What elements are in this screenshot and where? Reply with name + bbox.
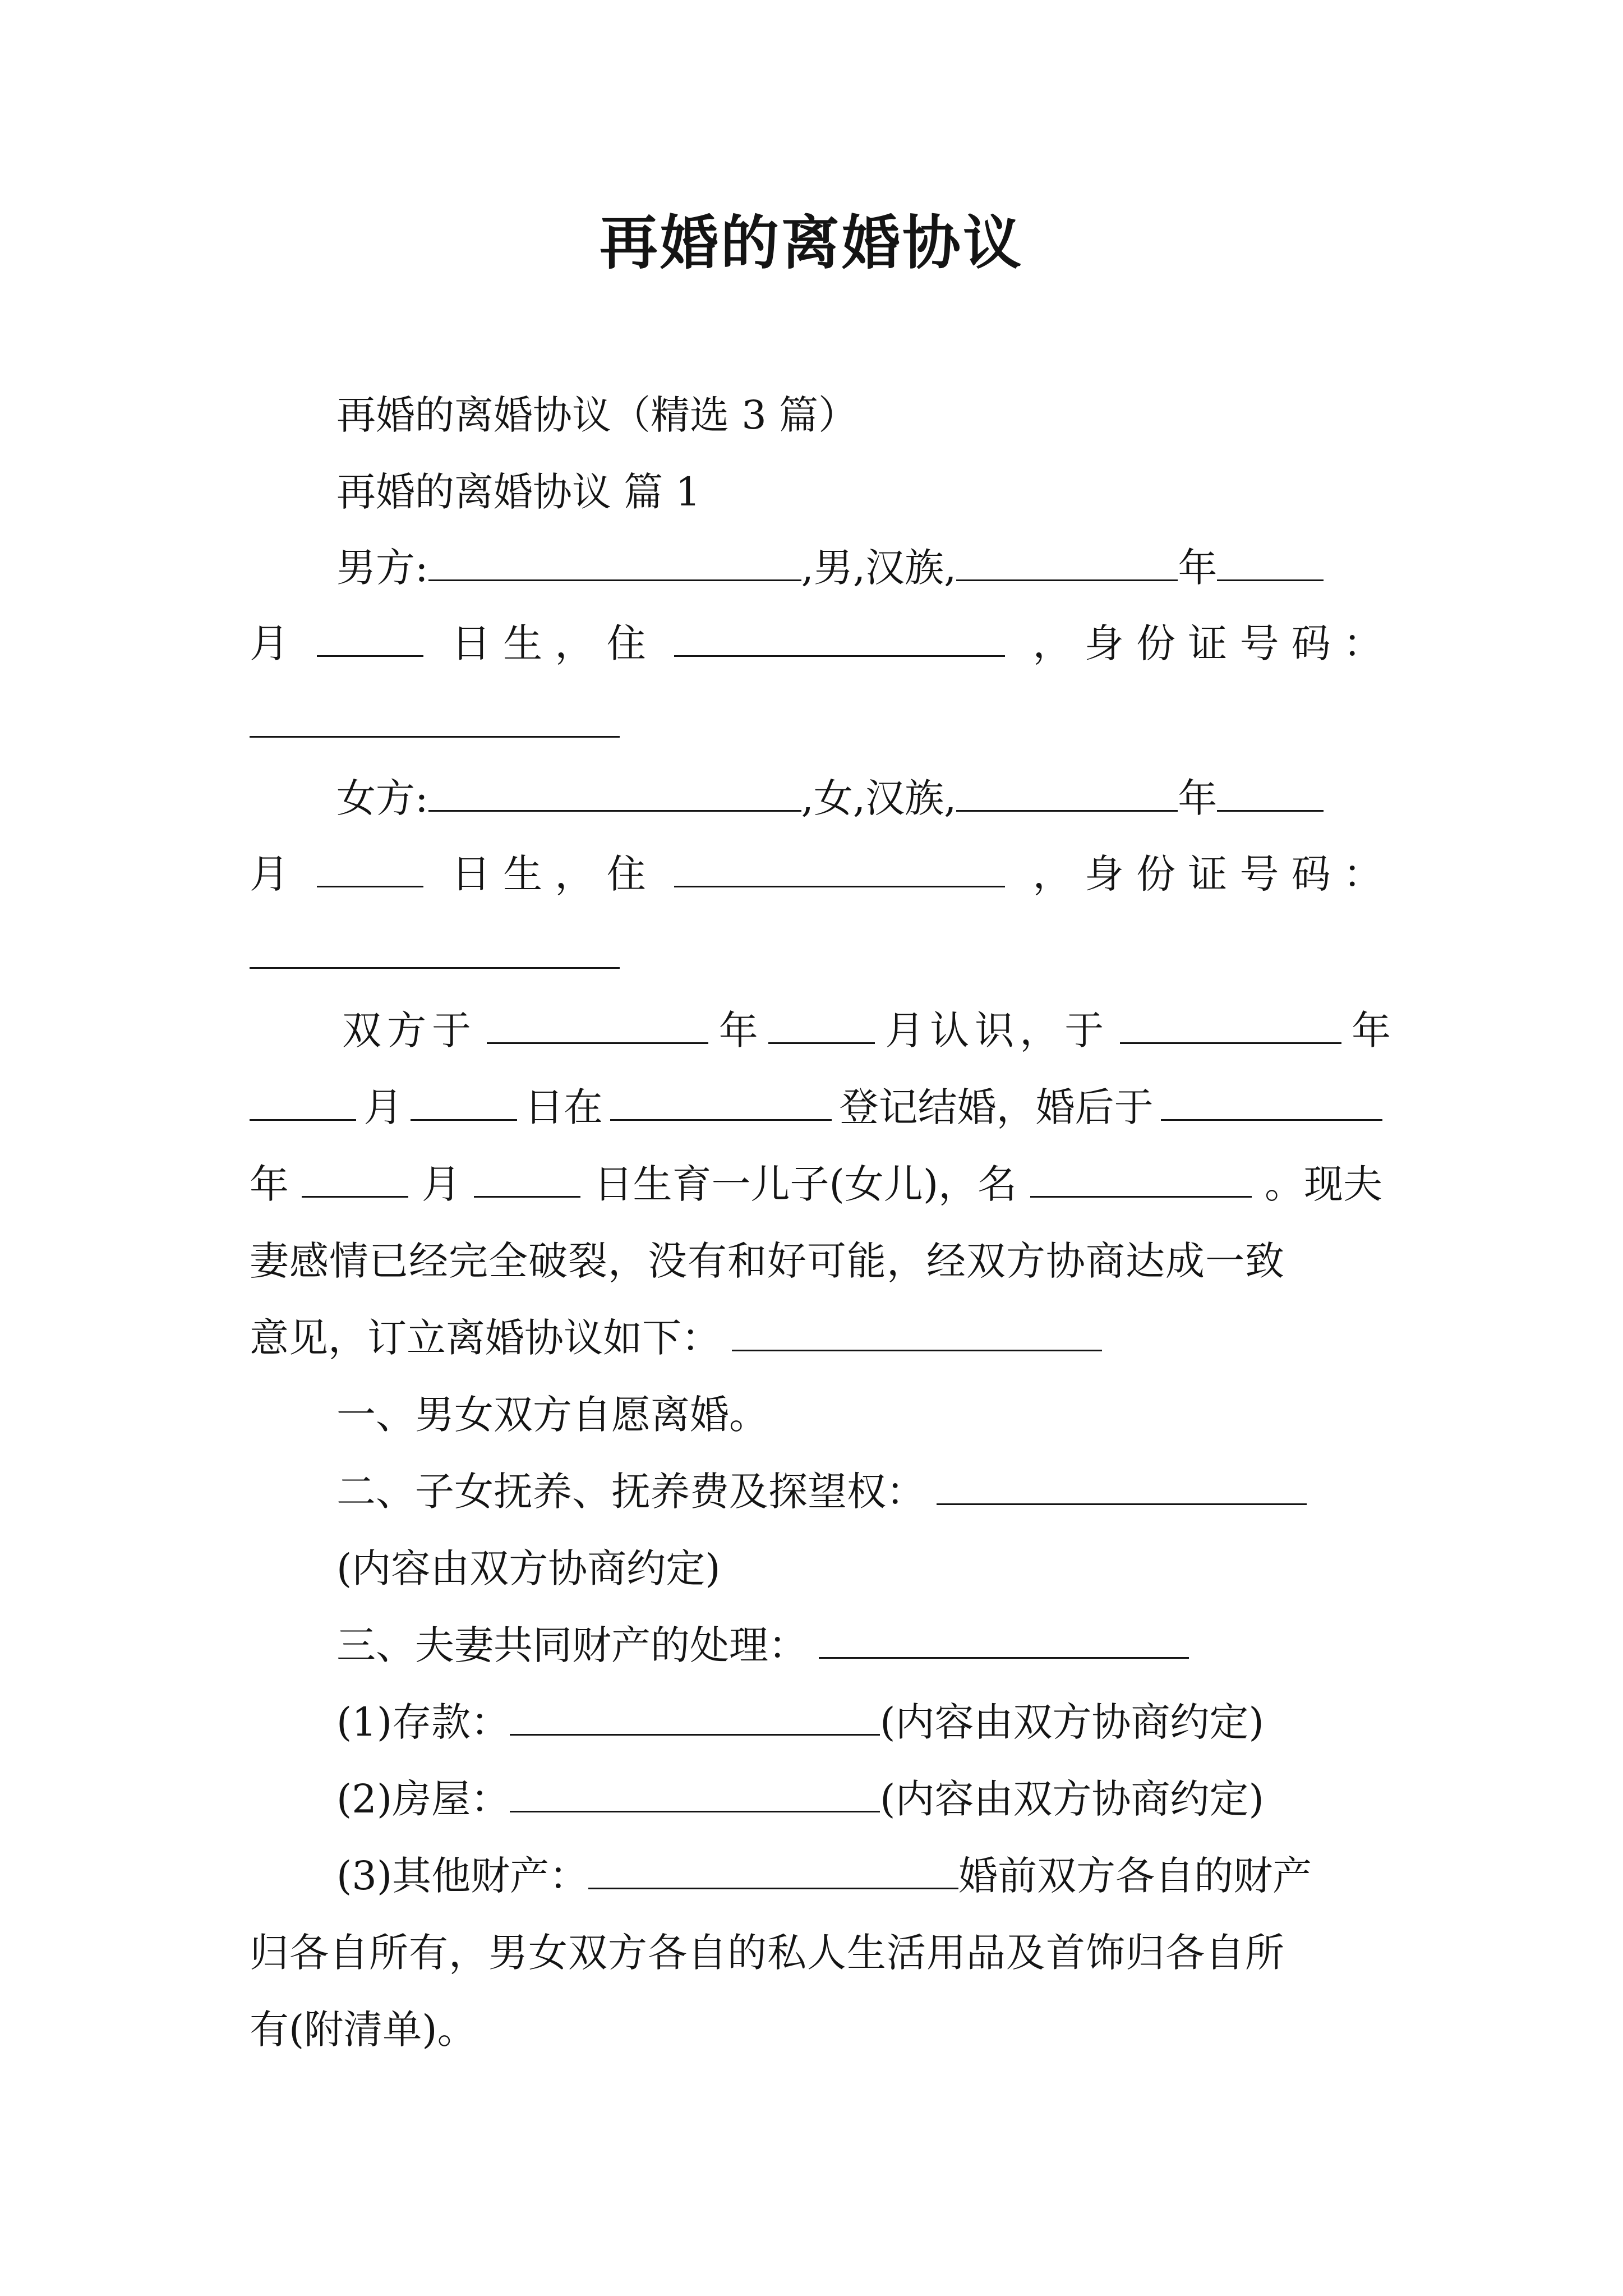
agreement-blank[interactable] — [732, 1316, 1102, 1351]
marry-month-blank[interactable] — [250, 1085, 356, 1121]
para-l1-a: 双方于 — [342, 1007, 477, 1053]
female-id-label: ， 身 份 证 号 码 ： — [1032, 851, 1382, 897]
property-blank[interactable] — [819, 1623, 1189, 1659]
sub-2-note: (内容由双方协商约定) — [880, 1776, 1264, 1822]
para-l2-a: 月 — [363, 1084, 403, 1130]
female-birth-month-blank[interactable] — [1217, 776, 1324, 812]
sub-item-1 — [336, 1694, 1264, 1750]
male-birth-day-blank[interactable] — [317, 622, 423, 657]
female-birth-day-blank[interactable] — [317, 852, 423, 887]
document-title: 再婚的离婚协议 — [599, 208, 1023, 277]
para-line-2 — [250, 1079, 1382, 1135]
male-name-blank[interactable] — [428, 546, 801, 581]
para-line-1 — [342, 1002, 1391, 1059]
para-line-4: 妻感情已经完全破裂，没有和好可能，经双方协商达成一致 — [250, 1238, 1285, 1284]
male-year-label: 年 — [1178, 545, 1218, 591]
meet-month-blank[interactable] — [768, 1009, 875, 1044]
subtitle: 再婚的离婚协议（精选 3 篇） — [336, 392, 858, 438]
birth-year-blank[interactable] — [1161, 1085, 1382, 1121]
male-birth-month-blank[interactable] — [1217, 546, 1324, 581]
meet-year-blank[interactable] — [487, 1009, 708, 1044]
male-id-number-blank[interactable] — [250, 735, 620, 738]
para-l3-b: 月 — [421, 1161, 461, 1207]
sub-1-note: (内容由双方协商约定) — [880, 1699, 1264, 1745]
male-line-1 — [336, 540, 1324, 596]
item-2 — [336, 1464, 1307, 1520]
female-id-number-blank[interactable] — [250, 966, 620, 969]
para-l2-b: 日在 — [524, 1084, 603, 1130]
child-name-blank[interactable] — [1030, 1162, 1252, 1198]
female-born-live-label: 日 生 ， 住 — [451, 851, 646, 897]
item-1: 一、男女双方自愿离婚。 — [336, 1392, 768, 1438]
male-label: 男方: — [336, 545, 428, 591]
female-line-1 — [336, 770, 1324, 826]
female-month-label: 月 — [250, 851, 289, 897]
sub-3-tail: 婚前双方各自的财产 — [958, 1853, 1312, 1899]
female-name-blank[interactable] — [428, 776, 801, 812]
para-l1-b: 年 — [718, 1007, 758, 1053]
para-l3-d: 。现夫 — [1264, 1161, 1382, 1207]
para-l2-c: 登记结婚，婚后于 — [839, 1084, 1154, 1130]
item-3 — [336, 1617, 1189, 1673]
marry-day-blank[interactable] — [411, 1085, 517, 1121]
sub-item-3 — [336, 1848, 1312, 1904]
house-blank[interactable] — [510, 1777, 880, 1812]
sub-item-2 — [336, 1771, 1264, 1827]
sub-2-label: (2)房屋： — [336, 1776, 510, 1822]
female-birth-year-blank[interactable] — [956, 776, 1178, 812]
female-gender-ethnicity: ,女,汉族, — [801, 775, 957, 821]
male-birth-year-blank[interactable] — [956, 546, 1178, 581]
male-gender-ethnicity: ,男,汉族, — [801, 545, 957, 591]
female-address-blank[interactable] — [674, 852, 1005, 887]
male-month-label: 月 — [250, 620, 289, 666]
deposit-blank[interactable] — [510, 1700, 880, 1736]
birth-day-blank[interactable] — [474, 1162, 580, 1198]
para-l5-text: 意见，订立离婚协议如下： — [250, 1315, 721, 1361]
male-address-blank[interactable] — [674, 622, 1005, 657]
para-l3-a: 年 — [250, 1161, 289, 1207]
marry-year-blank[interactable] — [1120, 1009, 1341, 1044]
section-heading: 再婚的离婚协议 篇 1 — [336, 469, 701, 515]
sub-3-line-2: 归各自所有，男女双方各自的私人生活用品及首饰归各自所 — [250, 1930, 1285, 1976]
female-label: 女方: — [336, 775, 428, 821]
birth-month-blank[interactable] — [302, 1162, 408, 1198]
marry-place-blank[interactable] — [610, 1085, 832, 1121]
para-l1-c: 月认识，于 — [885, 1007, 1110, 1053]
sub-1-label: (1)存款： — [336, 1699, 510, 1745]
item-3-text: 三、夫妻共同财产的处理： — [336, 1622, 808, 1668]
para-line-5 — [250, 1310, 1102, 1366]
item-2-note: (内容由双方协商约定) — [336, 1545, 721, 1591]
sub-3-label: (3)其他财产： — [336, 1853, 589, 1899]
custody-blank[interactable] — [937, 1470, 1307, 1505]
para-l1-d: 年 — [1351, 1007, 1391, 1053]
other-property-blank[interactable] — [588, 1854, 958, 1889]
male-id-label: ， 身 份 证 号 码 ： — [1032, 620, 1382, 666]
female-line-2 — [250, 846, 1382, 902]
male-line-2 — [250, 615, 1382, 671]
male-born-live-label: 日 生 ， 住 — [451, 620, 646, 666]
para-line-3 — [250, 1156, 1382, 1212]
sub-3-line-3: 有(附清单)。 — [250, 2007, 477, 2053]
female-year-label: 年 — [1178, 775, 1218, 821]
item-2-text: 二、子女抚养、抚养费及探望权： — [336, 1469, 925, 1515]
para-l3-c: 日生育一儿子(女儿)，名 — [593, 1161, 1017, 1207]
